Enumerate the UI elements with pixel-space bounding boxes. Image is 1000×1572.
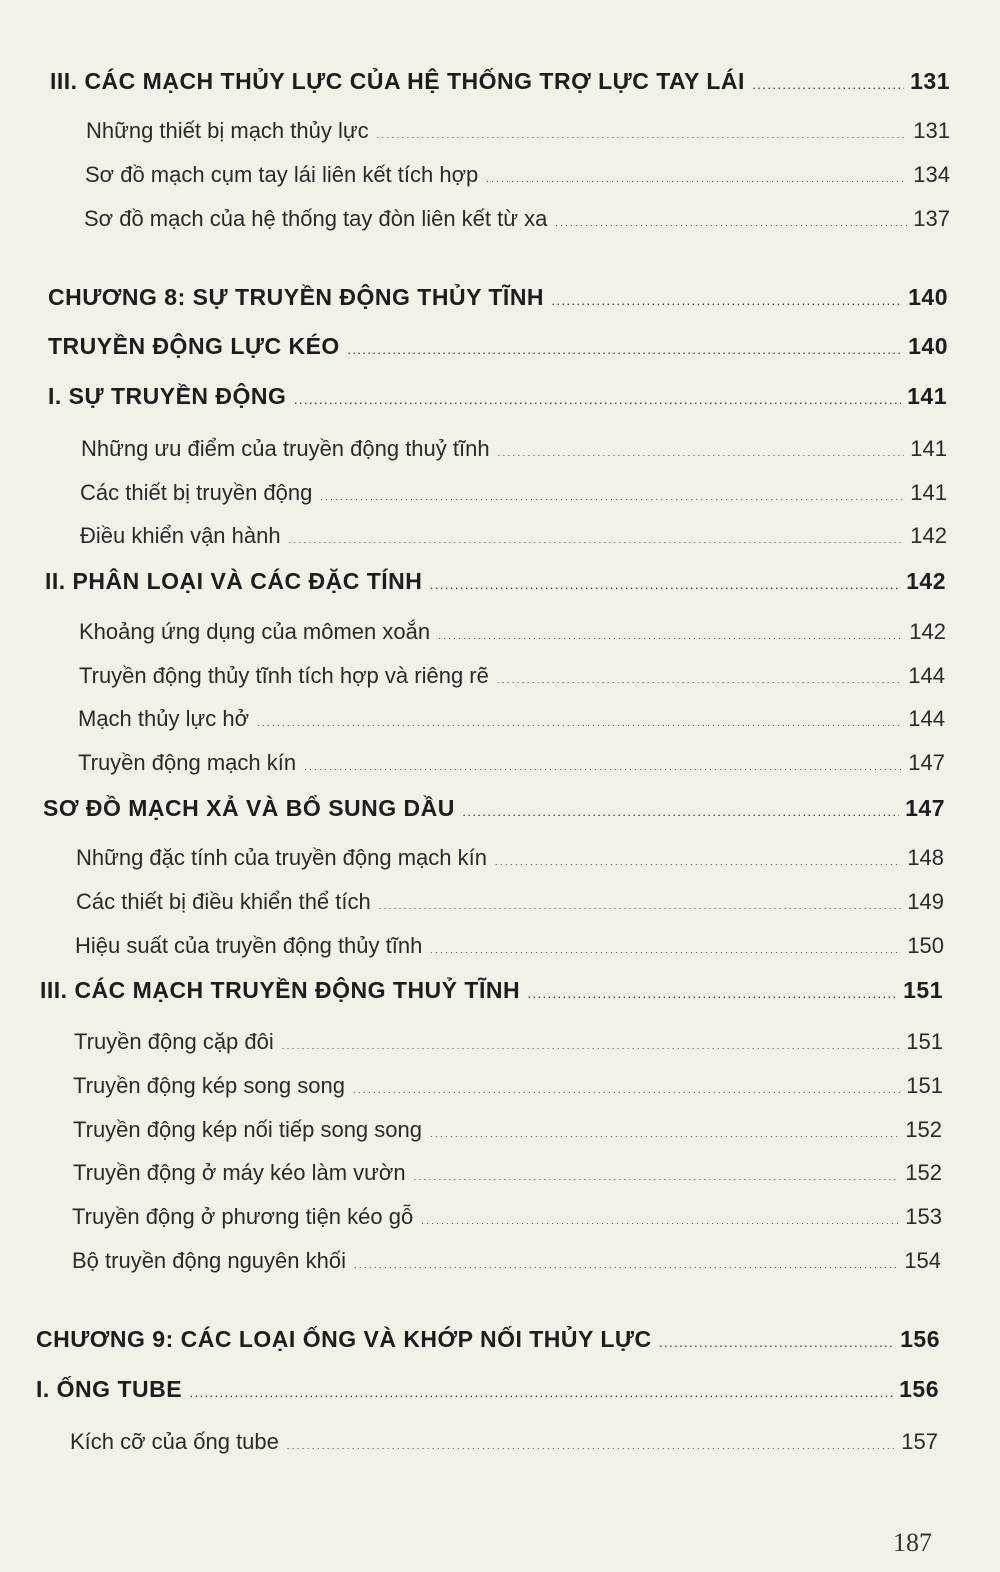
dot-leader [289,523,905,549]
toc-entry [48,383,947,410]
toc-entry-title: CHƯƠNG 9: CÁC LOẠI ỐNG VÀ KHỚP NỐI THỦY LỰC [36,1326,652,1352]
dot-leader [430,933,901,959]
dot-leader [498,436,905,462]
toc-entry-title: Truyền động kép song song [73,1073,345,1098]
toc-entry [84,206,950,232]
toc-entry-title: Truyền động cặp đôi [74,1029,274,1054]
dot-leader [497,663,902,689]
dot-leader [377,118,908,144]
dot-leader [294,383,901,410]
toc-entry-title: I. SỰ TRUYỀN ĐỘNG [48,383,287,409]
dot-leader [287,1429,895,1455]
toc-entry-page: 137 [913,206,950,231]
toc-entry-title: Truyền động thủy tĩnh tích hợp và riêng rẽ [79,663,489,688]
toc-entry-page: 131 [913,118,950,143]
toc-entry-page: 149 [907,889,944,914]
toc-entry [73,1160,942,1186]
toc-entry [79,663,945,689]
toc-entry [72,1248,941,1274]
toc-entry-title: Khoảng ứng dụng của mômen xoắn [79,619,431,644]
toc-entry-page: 157 [901,1429,938,1454]
dot-leader [552,284,902,311]
toc-entry [78,706,945,732]
toc-entry-title: Truyền động ở phương tiện kéo gỗ [72,1204,414,1229]
toc-entry-page: 147 [908,750,945,775]
toc-entry [75,933,944,959]
toc-entry-title: III. CÁC MẠCH TRUYỀN ĐỘNG THUỶ TĨNH [40,977,521,1003]
toc-entry-title: Sơ đồ mạch của hệ thống tay đòn liên kết từ xa [84,206,548,231]
toc-entry [81,436,947,462]
dot-leader [282,1029,901,1055]
toc-entry-title: Những ưu điểm của truyền động thuỷ tĩnh [81,436,490,461]
dot-leader [430,1117,899,1143]
toc-entry-page: 141 [910,436,947,461]
toc-entry-page: 140 [908,284,948,310]
toc-entry [48,284,948,311]
toc-entry-title: CHƯƠNG 8: SỰ TRUYỀN ĐỘNG THỦY TĨNH [48,284,545,310]
toc-entry-page: 131 [910,68,950,94]
toc-entry-title: Các thiết bị truyền động [80,480,313,505]
toc-entry-title: TRUYỀN ĐỘNG LỰC KÉO [48,333,340,359]
toc-entry-title: Truyền động ở máy kéo làm vườn [73,1160,406,1185]
toc-entry-title: Bộ truyền động nguyên khối [72,1248,346,1273]
toc-entry-page: 140 [908,333,948,359]
toc-entry-page: 153 [905,1204,942,1229]
toc-entry-title: Kích cỡ của ống tube [70,1429,279,1454]
toc-entry-page: 156 [899,1376,939,1402]
toc-entry-page: 142 [906,568,946,594]
toc-entry [76,845,944,871]
page-number: 187 [893,1528,932,1557]
toc-entry [73,1073,943,1099]
dot-leader [486,162,907,188]
toc-entry [40,977,943,1004]
toc-entry [72,1204,942,1230]
toc-entry [36,1326,940,1353]
dot-leader [555,206,907,232]
toc-entry [74,1029,943,1055]
toc-entry-title: Truyền động kép nối tiếp song song [73,1117,422,1142]
toc-entry-page: 147 [905,795,945,821]
toc-entry-page: 156 [900,1326,940,1352]
toc-entry-title: II. PHÂN LOẠI VÀ CÁC ĐẶC TÍNH [45,568,423,594]
dot-leader [528,977,897,1004]
toc-entry-title: Điều khiển vận hành [80,523,281,548]
toc-entry-page: 144 [908,663,945,688]
toc-entry [36,1376,939,1403]
toc-entry-title: Những đặc tính của truyền động mạch kín [76,845,487,870]
toc-entry [50,68,950,95]
toc-entry [79,619,946,645]
toc-entry [85,162,950,188]
toc-entry-page: 154 [904,1248,941,1273]
toc-entry [43,795,945,822]
toc-entry-page: 142 [909,619,946,644]
toc-entry [78,750,945,776]
toc-entry-title: III. CÁC MẠCH THỦY LỰC CỦA HỆ THỐNG TRỢ LỰC TAY LÁI [50,68,745,94]
dot-leader [348,333,902,360]
toc-entry-page: 151 [906,1029,943,1054]
dot-leader [430,568,900,595]
dot-leader [354,1248,898,1274]
dot-leader [495,845,901,871]
dot-leader [379,889,902,915]
toc-entry-page: 151 [903,977,943,1003]
dot-leader [660,1326,895,1353]
toc-entry [76,889,944,915]
toc-entry-title: Hiệu suất của truyền động thủy tĩnh [75,933,423,958]
dot-leader [438,619,903,645]
dot-leader [304,750,902,776]
toc-entry-page: 141 [910,480,947,505]
toc-entry [70,1429,938,1455]
dot-leader [190,1376,893,1403]
toc-entry [73,1117,942,1143]
toc-entry-page: 152 [905,1160,942,1185]
toc-entry [80,523,947,549]
dot-leader [753,68,904,95]
toc-entry-page: 152 [905,1117,942,1142]
toc-entry-title: Sơ đồ mạch cụm tay lái liên kết tích hợp [85,162,479,187]
toc-entry-title: SƠ ĐỒ MẠCH XẢ VÀ BỔ SUNG DẦU [43,795,455,821]
dot-leader [463,795,899,822]
dot-leader [353,1073,900,1099]
toc-entry [48,333,948,360]
toc-entry-title: I. ỐNG TUBE [36,1376,183,1402]
dot-leader [320,480,904,506]
toc-entry-page: 141 [907,383,947,409]
toc-entry-title: Mạch thủy lực hở [78,706,249,731]
dot-leader [421,1204,899,1230]
dot-leader [257,706,902,732]
toc-entry-title: Những thiết bị mạch thủy lực [86,118,369,143]
toc-entry-page: 134 [913,162,950,187]
toc-entry-page: 144 [908,706,945,731]
toc-entry [86,118,950,144]
toc-entry-page: 151 [906,1073,943,1098]
toc-entry-page: 150 [907,933,944,958]
toc-entry-title: Các thiết bị điều khiển thể tích [76,889,371,914]
dot-leader [414,1160,900,1186]
toc-entry [80,480,947,506]
toc-entry [45,568,946,595]
toc-entry-page: 148 [907,845,944,870]
toc-entry-title: Truyền động mạch kín [78,750,297,775]
toc-entry-page: 142 [910,523,947,548]
